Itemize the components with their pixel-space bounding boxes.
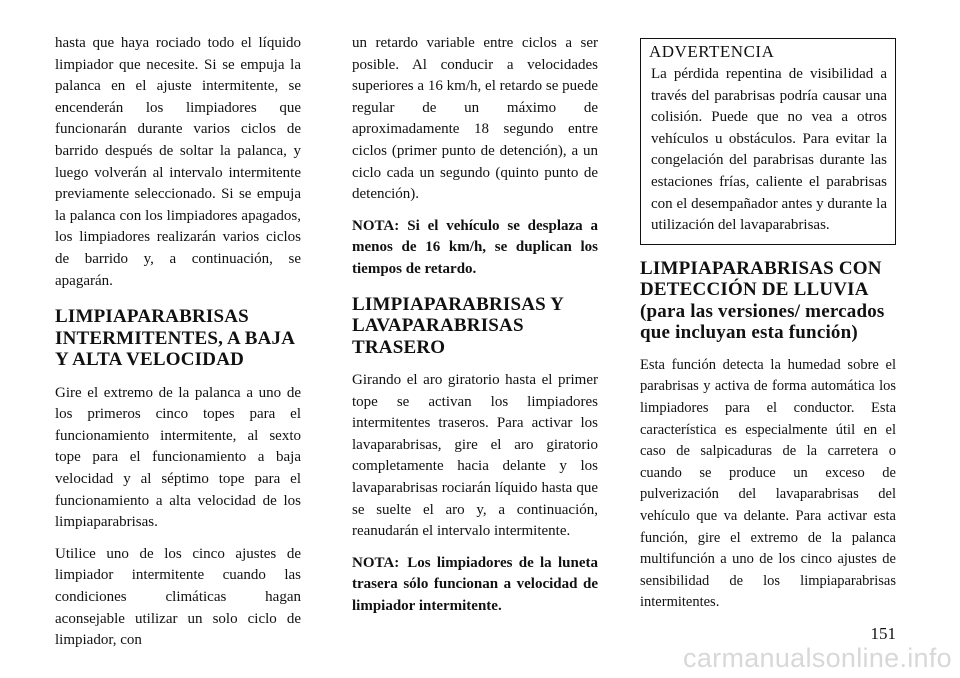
note-label: NOTA:: [352, 554, 400, 571]
heading-rain-sensing: LIMPIAPARABRISAS CON DETECCIÓN DE LLUVIA (para las versiones/ mercados que incluyan esta función): [640, 257, 885, 344]
paragraph-rear-wiper: Girando el aro giratorio hasta el primer tope se activan los limpiadores intermitentes traseros. Para activar los lavaparabrisas, gire el aro giratorio completamente hacia delante y los lavaparabrisas rociarán líquido hasta que se suelte el aro y, a continuación, reanudarán el intervalo intermitente.: [352, 372, 598, 540]
note-text: Si el vehículo se desplaza a menos de 16 km/h, se duplican los tiempos de retardo.: [352, 217, 598, 277]
note-speed: [352, 216, 598, 281]
column-right: [640, 33, 896, 614]
heading-intermittent-wipers: LIMPIAPARABRISAS INTERMITENTES, A BAJA Y ALTA VELOCIDAD: [55, 306, 295, 371]
paragraph-intermittent-stops: Gire el extremo de la palanca a uno de los primeros cinco topes para el funcionamiento intermitente, al sexto tope para el funcionamiento a baja velocidad y al séptimo tope para el funcionamiento a alta velocidad de los limpiaparabrisas.: [55, 384, 301, 531]
note-label: NOTA:: [352, 217, 400, 234]
page-number: 151: [870, 624, 896, 643]
paragraph-intermittent-settings: Utilice uno de los cinco ajustes de limpiador intermitente cuando las condiciones climáticas hagan aconsejable utilizar un solo ciclo de limpiador, con: [55, 545, 301, 649]
warning-title: ADVERTENCIA: [649, 42, 775, 61]
paragraph-delay: un retardo variable entre ciclos a ser posible. Al conducir a velocidades superiores a 16 km/h, el retardo se puede regular de un máximo de aproximadamente 18 segundo entre ciclos (primer punto de detención), a un ciclo cada un segundo (quinto punto de detención).: [352, 35, 598, 203]
column-middle: [352, 33, 598, 618]
note-text: Los limpiadores de la luneta trasera sólo funcionan a velocidad de limpiador intermitente.: [352, 554, 598, 614]
warning-box: [640, 38, 896, 245]
note-rear-wiper: [352, 553, 598, 618]
paragraph-continuation: hasta que haya rociado todo el líquido limpiador que necesite. Si se empuja la palanca en el ajuste intermitente, se encenderán los limpiadores que funcionarán durante varios ciclos de barrido después de soltar la palanca, y luego volverán al intervalo intermitente previamente seleccionado. Si se empuja la palanca con los limpiadores apagados, los limpiadores realizarán varios ciclos de barrido y, a continuación, se apagarán.: [55, 35, 301, 289]
paragraph-rain-sensing: Esta función detecta la humedad sobre el parabrisas y activa de forma automática los limpiadores para el conductor. Esta característica es especialmente útil en el caso de salpicaduras de la carretera o cuando se produce un exceso de pulverización del lavaparabrisas del vehículo que va delante. Para activar esta función, gire el extremo de la palanca multifunción a uno de los cinco ajustes de sensibilidad de los limpiaparabrisas intermitentes.: [640, 356, 896, 611]
heading-rear-wiper: LIMPIAPARABRISAS Y LAVAPARABRISAS TRASERO: [352, 293, 564, 358]
warning-text: La pérdida repentina de visibilidad a través del parabrisas podría causar una colisión. Puede que no vea a otros vehículos u obstáculos. Para evitar la congelación del parabrisas durante las estaciones frías, caliente el parabrisas con el desempañador antes y durante la utilización del lavaparabrisas.: [651, 66, 887, 234]
watermark: carmanualsonline.info: [683, 643, 952, 673]
column-left: [55, 33, 301, 652]
